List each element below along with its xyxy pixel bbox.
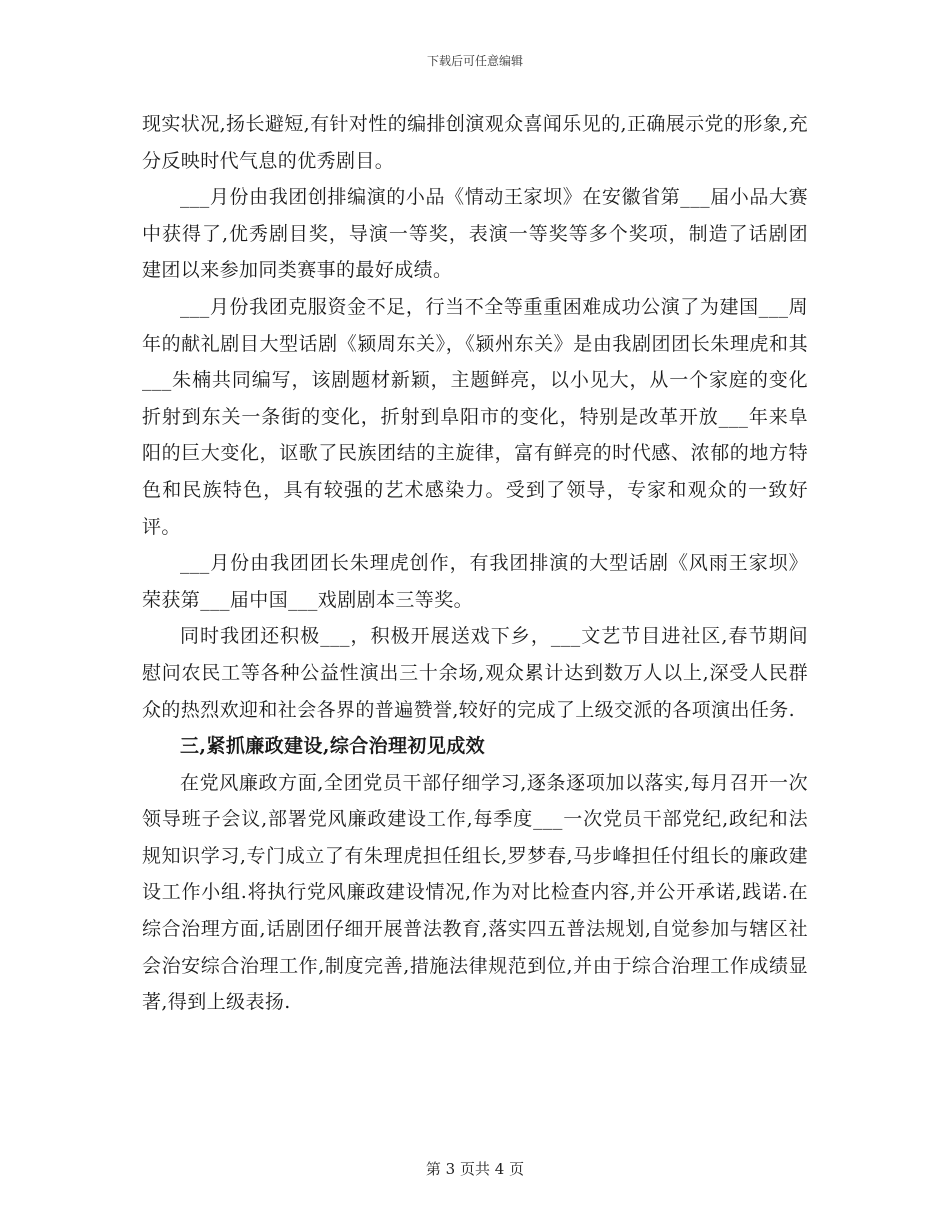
- page-header: 下载后可任意编辑: [426, 54, 523, 68]
- paragraph-drama-premiere: ___月份我团克服资金不足，行当不全等重重困难成功公演了为建国___周年的献礼剧目大型话剧《颍周东关》，《颍州东关》是由我剧团团长朱理虎和其___朱楠共同编写，该剧题材新颖，主题鲜亮，以小见大，从一个家庭的变化折射到东关一条街的变化，折射到阜阳市的变化，特别是改革开放___年来阜阳的巨大变化，讴歌了民族团结的主旋律，富有鲜亮的时代感、浓郁的地方特色和民族特色，具有较强的艺术感染力。受到了领导，专家和观众的一致好评。: [142, 295, 808, 538]
- section-heading-3: 三,紧抓廉政建设,综合治理初见成效: [180, 735, 486, 758]
- document-body: [142, 106, 808, 1021]
- paragraph-script-award: ___月份由我团团长朱理虎创作，有我团排演的大型话剧《风雨王家坝》荣获第___届中国___戏剧剧本三等奖。: [142, 552, 808, 611]
- page-footer: 第 3 页共 4 页: [425, 1160, 525, 1178]
- paragraph-public-performances: 同时我团还积极___，积极开展送戏下乡，___文艺节目进社区,春节期间慰问农民工等各种公益性演出三十余场,观众累计达到数万人以上,深受人民群众的热烈欢迎和社会各界的普遍赞誉,较好的完成了上级交派的各项演出任务.: [142, 625, 808, 721]
- paragraph-sketch-award: ___月份由我团创排编演的小品《情动王家坝》在安徽省第___届小品大赛中获得了,优秀剧目奖，导演一等奖，表演一等奖等多个奖项，制造了话剧团建团以来参加同类赛事的最好成绩。: [142, 186, 808, 282]
- paragraph-integrity-governance: 在党风廉政方面,全团党员干部仔细学习,逐条逐项加以落实,每月召开一次领导班子会议,部署党风廉政建设工作,每季度___一次党员干部党纪,政纪和法规知识学习,专门成立了有朱理虎担任组长,罗梦春,马步峰担任付组长的廉政建设工作小组.将执行党风廉政建设情况,作为对比检查内容,并公开承诺,践诺.在综合治理方面,话剧团仔细开展普法教育,落实四五普法规划,自觉参加与辖区社会治安综合治理工作,制度完善,措施法律规范到位,并由于综合治理工作成绩显著,得到上级表扬.: [142, 771, 808, 1014]
- paragraph-continuation: 现实状况,扬长避短,有针对性的编排创演观众喜闻乐见的,正确展示党的形象,充分反映时代气息的优秀剧目。: [142, 113, 808, 172]
